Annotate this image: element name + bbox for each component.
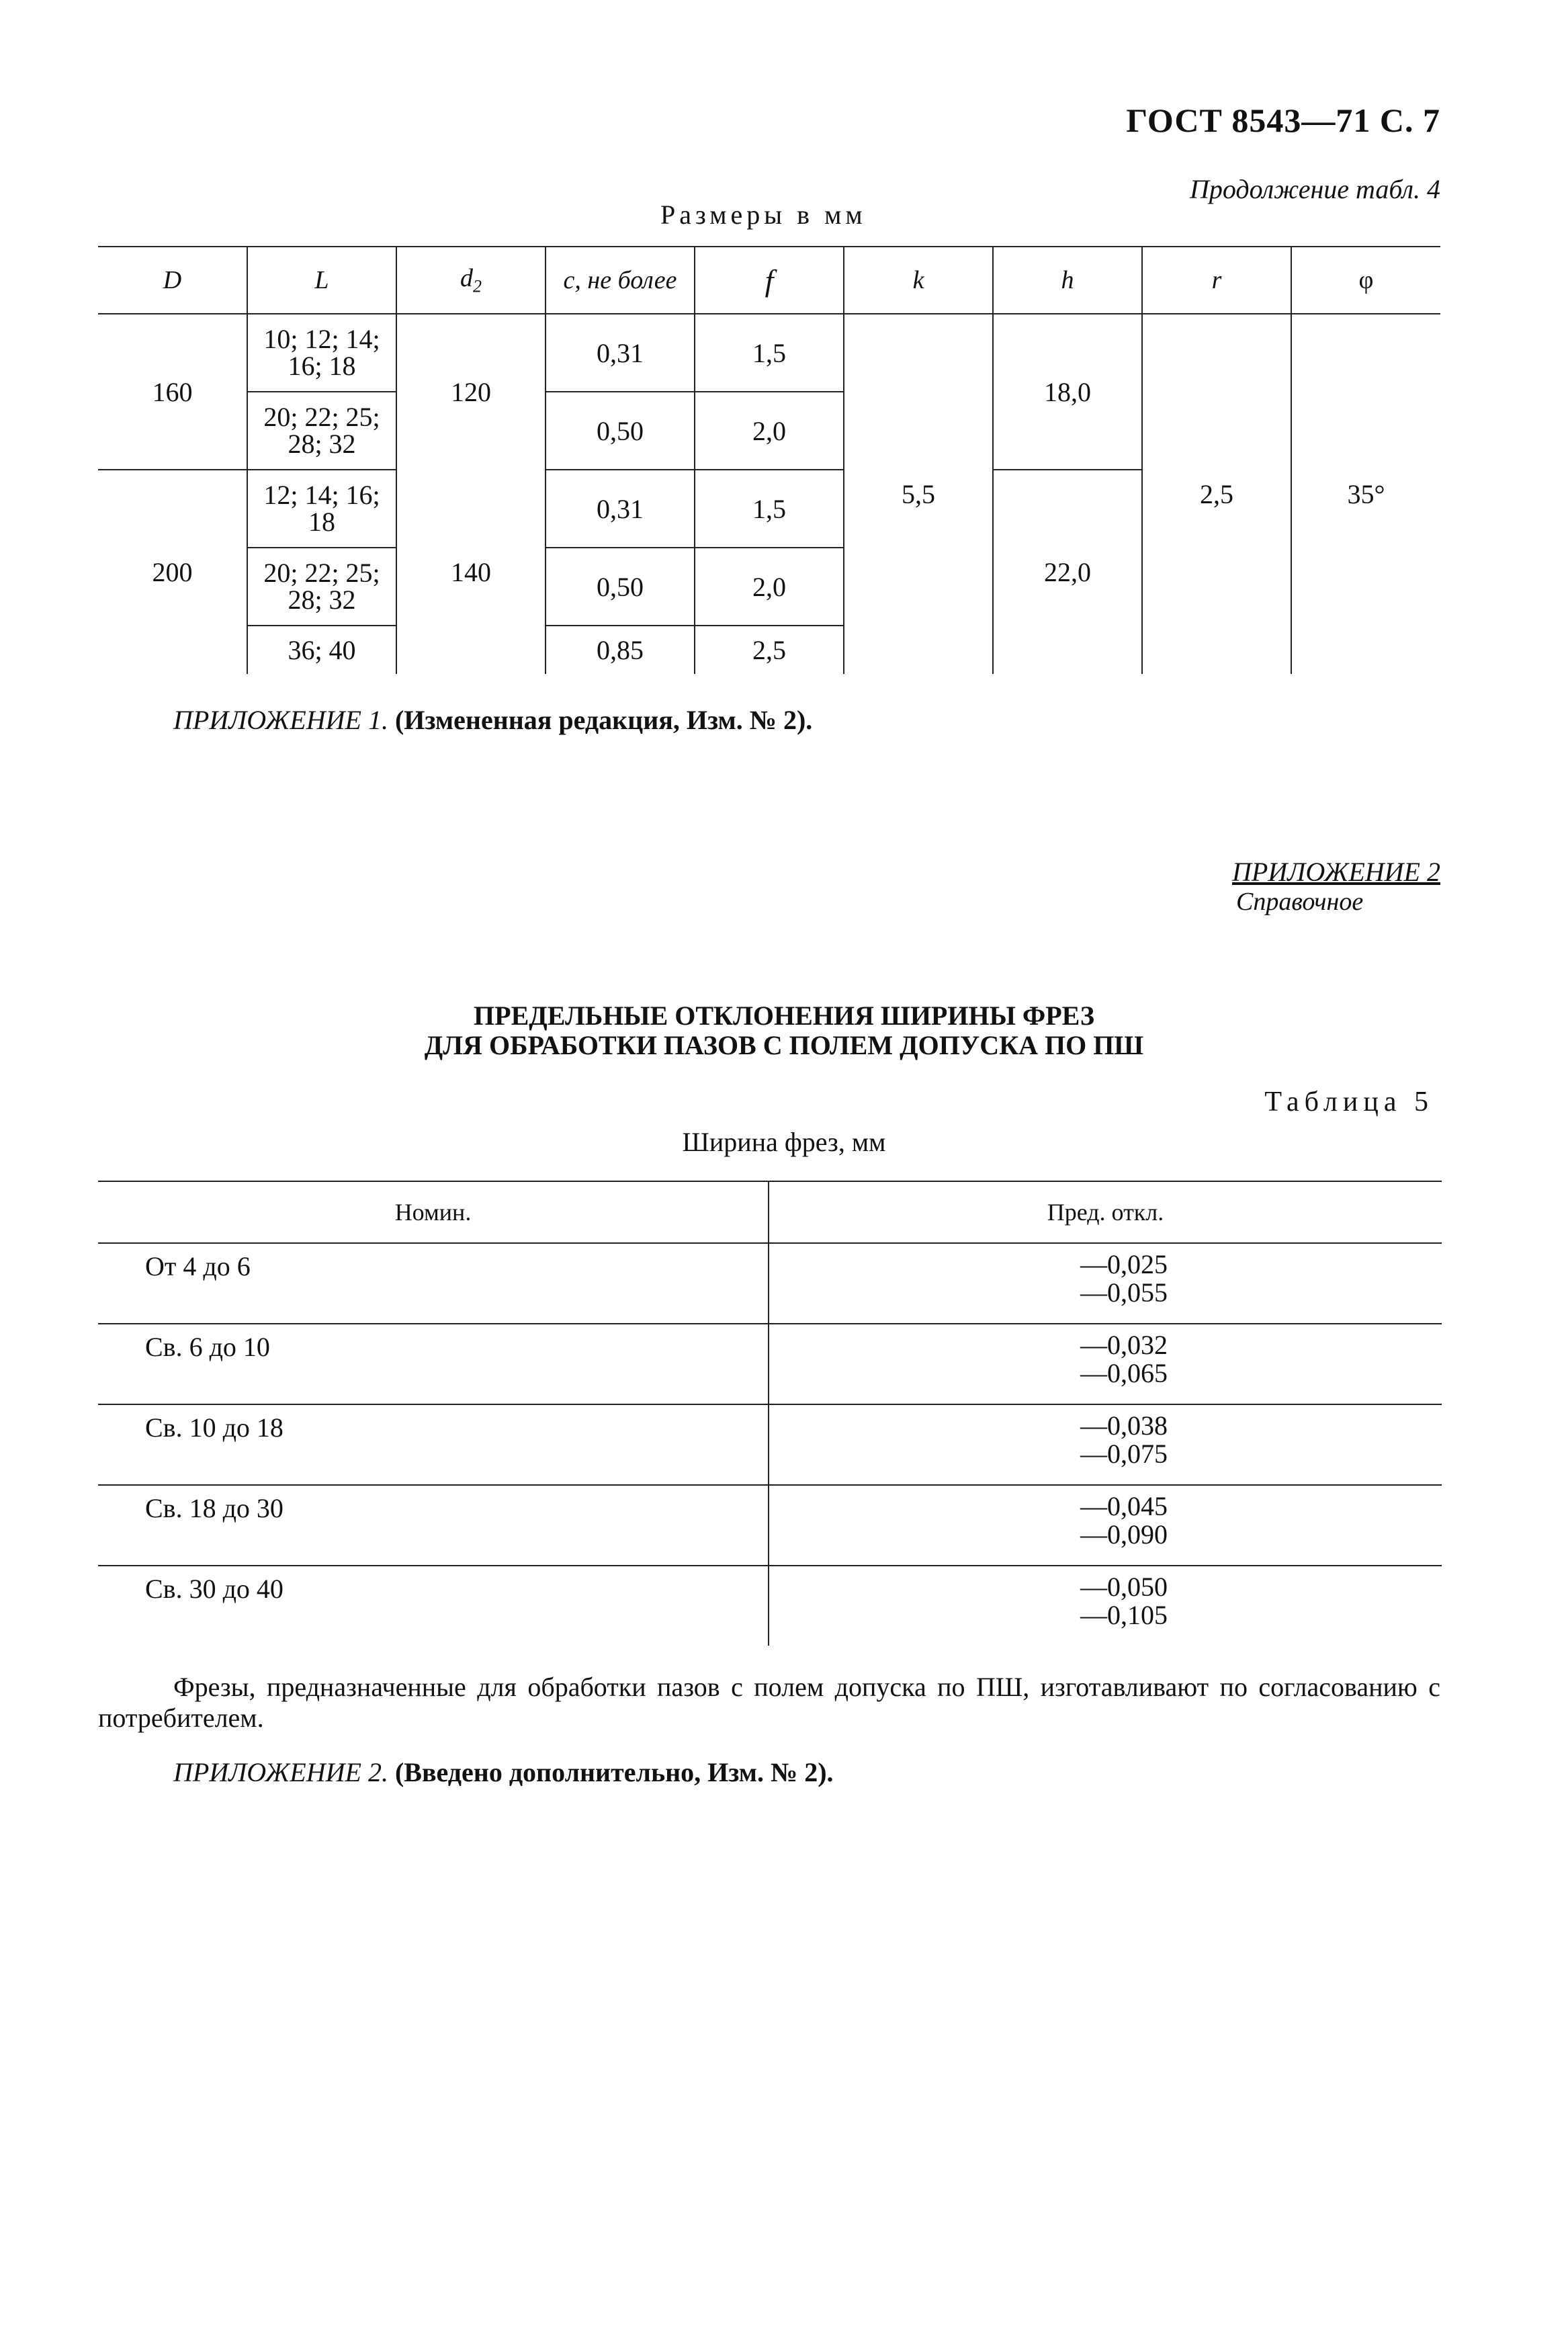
appendix-2-subtitle: Справочное <box>1236 888 1364 916</box>
table-5-units: Ширина фрез, мм <box>682 1127 886 1157</box>
col-header-d2: $d_2$ <box>396 247 546 314</box>
deviation-cell: —0,025 —0,055 <box>769 1243 1442 1324</box>
cell-c-row4: 0,50 <box>546 548 695 626</box>
col-header-nominal: Номин. <box>98 1181 769 1243</box>
cell-l-row2: 20; 22; 25; 28; 32 <box>247 392 396 470</box>
section-heading: ПРЕДЕЛЬНЫЕ ОТКЛОНЕНИЯ ШИРИНЫ ФРЕЗ ДЛЯ ОБРАБОТКИ ПАЗОВ С ПОЛЕМ ДОПУСКА ПО ПШ <box>424 1001 1144 1060</box>
col-header-deviation: Пред. откл. <box>769 1181 1442 1243</box>
cell-f-row4: 2,0 <box>695 548 844 626</box>
cell-d2-120: 120 <box>396 314 546 470</box>
col-header-f: f <box>695 247 844 314</box>
table-4-continuation <box>98 246 1440 674</box>
appendix-1-note: ПРИЛОЖЕНИЕ 1. (Измененная редакция, Изм. № 2). <box>173 705 813 735</box>
cell-c-row2: 0,50 <box>546 392 695 470</box>
table-5 <box>98 1181 1442 1646</box>
table-5-label: Таблица 5 <box>1264 1087 1434 1117</box>
col-header-L: L <box>247 247 396 314</box>
cell-f-row3: 1,5 <box>695 470 844 548</box>
cell-f-row2: 2,0 <box>695 392 844 470</box>
cell-phi: 35° <box>1291 314 1440 674</box>
table-row <box>98 1243 1442 1324</box>
cell-l-row1: 10; 12; 14; 16; 18 <box>247 314 396 392</box>
nominal-cell: От 4 до 6 <box>98 1243 769 1324</box>
cell-d200: 200 <box>152 557 193 587</box>
appendix-2-note: ПРИЛОЖЕНИЕ 2. (Введено дополнительно, Изм. № 2). <box>173 1757 834 1787</box>
cell-d160: 160 <box>98 314 247 470</box>
col-header-phi: φ <box>1291 247 1440 314</box>
cell-l-row4: 20; 22; 25; 28; 32 <box>247 548 396 626</box>
cell-c-row5: 0,85 <box>546 626 695 674</box>
col-header-h: h <box>993 247 1142 314</box>
cell-h-200: 22,0 <box>993 470 1142 674</box>
table-row <box>98 1324 1442 1404</box>
units-caption: Размеры в мм <box>660 200 867 230</box>
deviation-cell: —0,050 —0,105 <box>769 1566 1442 1646</box>
cell-k: 5,5 <box>844 314 993 674</box>
deviation-cell: —0,038 —0,075 <box>769 1404 1442 1485</box>
nominal-cell: Св. 10 до 18 <box>98 1404 769 1485</box>
cell-l-row3: 12; 14; 16; 18 <box>247 470 396 548</box>
deviation-cell: —0,032 —0,065 <box>769 1324 1442 1404</box>
col-header-k: k <box>844 247 993 314</box>
nominal-cell: Св. 30 до 40 <box>145 1574 284 1604</box>
cell-c-row3: 0,31 <box>546 470 695 548</box>
table-row <box>98 1566 1442 1646</box>
col-header-D: D <box>98 247 247 314</box>
table-row <box>98 1485 1442 1566</box>
cell-r: 2,5 <box>1142 314 1291 674</box>
table-row <box>98 1404 1442 1485</box>
deviation-cell: —0,045 —0,090 <box>769 1485 1442 1566</box>
col-header-r: r <box>1142 247 1291 314</box>
table-continuation-note: Продолжение табл. 4 <box>1189 174 1440 204</box>
cell-c-row1: 0,31 <box>546 314 695 392</box>
cell-d2-140: 140 <box>396 470 546 674</box>
cell-f-row1: 1,5 <box>695 314 844 392</box>
cell-l-row5: 36; 40 <box>247 626 396 674</box>
cell-f-row5: 2,5 <box>695 626 844 674</box>
body-paragraph: Фрезы, предназначенные для обработки пазов с полем допуска по ПШ, изготавливают по согласованию с потребителем. <box>98 1672 1440 1733</box>
cell-h-160: 18,0 <box>993 314 1142 470</box>
nominal-cell: Св. 18 до 30 <box>98 1485 769 1566</box>
col-header-c: c, не более <box>546 247 695 314</box>
appendix-2-title: ПРИЛОЖЕНИЕ 2 <box>1232 857 1440 887</box>
nominal-cell: Св. 6 до 10 <box>98 1324 769 1404</box>
page-header: ГОСТ 8543—71 С. 7 <box>1126 101 1440 139</box>
